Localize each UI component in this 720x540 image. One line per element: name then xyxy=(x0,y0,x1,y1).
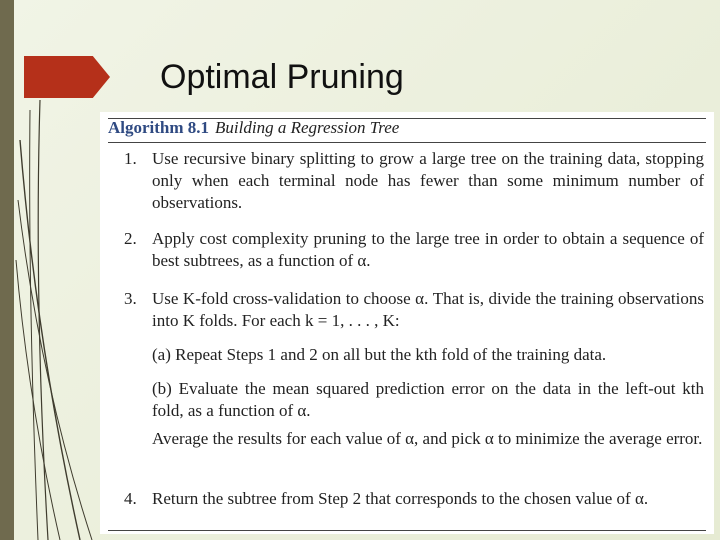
algorithm-title: Building a Regression Tree xyxy=(215,118,400,137)
algorithm-header xyxy=(108,118,399,138)
header-rule xyxy=(108,142,706,143)
title-arrow-shape xyxy=(24,56,110,98)
average-text: Average the results for each value of α, and pick α to minimize the average error. xyxy=(152,429,703,448)
step-number: 3. xyxy=(124,289,137,308)
step-text: Return the subtree from Step 2 that corresponds to the chosen value of α. xyxy=(152,489,649,508)
step-text: Apply cost complexity pruning to the large tree in order to obtain a sequence of best subtrees, as a function of α. xyxy=(152,229,704,270)
slide-title: Optimal Pruning xyxy=(160,58,404,96)
step-number: 4. xyxy=(124,489,137,508)
step-text: Use K-fold cross-validation to choose α. That is, divide the training observations into K folds. For each k = 1, . . . , K: xyxy=(152,289,704,330)
step-number: 2. xyxy=(124,229,137,248)
substep-text: (b) Evaluate the mean squared prediction error on the data in the left-out kth fold, as a function of α. xyxy=(152,379,704,420)
substep-text: (a) Repeat Steps 1 and 2 on all but the kth fold of the training data. xyxy=(152,345,607,364)
step-number: 1. xyxy=(124,149,137,168)
step-text: Use recursive binary splitting to grow a large tree on the training data, stopping only when each terminal node has fewer than some minimum number of observations. xyxy=(152,149,704,212)
algorithm-box xyxy=(100,112,714,534)
algorithm-label: Algorithm 8.1 xyxy=(108,118,210,137)
bottom-rule xyxy=(108,530,706,531)
